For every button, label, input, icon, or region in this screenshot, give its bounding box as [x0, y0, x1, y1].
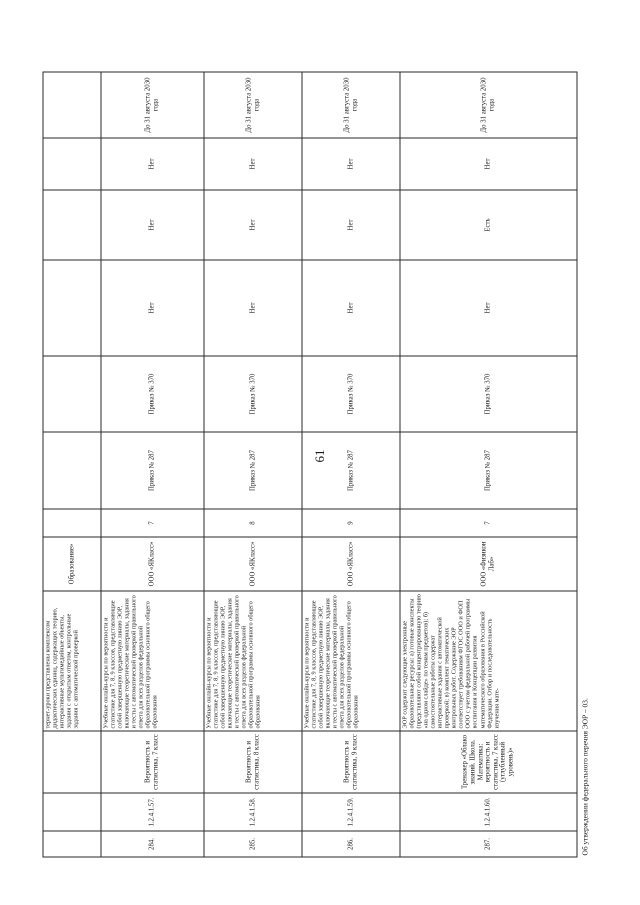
cell-term: До 31 августа 2030 года: [101, 72, 204, 138]
cell-number: 284.: [101, 831, 204, 857]
cell-subject: [43, 731, 101, 793]
cell-term: До 31 августа 2030 года: [400, 72, 577, 138]
cell-grade: 7: [101, 509, 204, 537]
cell-code: [43, 793, 101, 831]
cell-code: 1.2.4.1.58.: [204, 793, 302, 831]
cell-grade: 8: [204, 509, 302, 537]
cell-order-2: Приказ № 370: [101, 356, 204, 432]
cell-order-2: [43, 356, 101, 432]
page-number: 61: [312, 449, 327, 463]
cell-description: ЭОР содержит следующие электронные образовательные ресурсы: а) готовые конспекты (представляют собой концентрированную теорию «на одном слайде» по темам предметов); б) самостоятельные работы содержат интерактивные задания с автоматической проверкой; в) комплект тематических контрольных работ. Содержание ЭОР соответствует требованиям ФГОС ООО и ФОП ООО с учетом федеральной рабочей программы воспитания и Концепции развития математического образования в Российской Федерации. Отбор и последовательность изучения мате-: [400, 591, 577, 731]
footnote: Об утверждении федерального перечня ЭОР – 03.: [580, 698, 590, 856]
cell-number: 287.: [400, 831, 577, 857]
cell-code: 1.2.4.1.60.: [400, 793, 577, 831]
cell-order-1: Приказ № 287: [204, 432, 302, 509]
cell-flag-1: Нет: [302, 260, 400, 356]
table-row: [43, 72, 101, 857]
cell-flag-2: Нет: [101, 190, 204, 260]
cell-description: Учебные онлайн-курсы по вероятности и статистике для 7, 8, 9 классов, представляющие собой завершенную предметную линию ЭОР, включающие теоретические материалы, задания и тесты с автоматической проверкой правильного ответа для всех разделов федеральной образовательной программы основного общего образования: [101, 591, 204, 731]
cell-flag-2: Нет: [302, 190, 400, 260]
cell-flag-3: Нет: [400, 138, 577, 190]
cell-flag-2: [43, 190, 101, 260]
cell-organization: ООО «ЯКласс»: [204, 537, 302, 591]
cell-organization: ООО «ЯКласс»: [302, 537, 400, 591]
cell-term: До 31 августа 2030 года: [302, 72, 400, 138]
cell-code: 1.2.4.1.57.: [101, 793, 204, 831]
cell-flag-3: Нет: [302, 138, 400, 190]
cell-order-2: Приказ № 370: [204, 356, 302, 432]
cell-flag-2: Есть: [400, 190, 577, 260]
cell-flag-3: Нет: [101, 138, 204, 190]
eor-register-table: [43, 72, 578, 858]
cell-organization: Образование»: [43, 537, 101, 591]
cell-subject: Вероятность и статистика, 8 класс: [204, 731, 302, 793]
cell-grade: [43, 509, 101, 537]
cell-flag-1: Нет: [400, 260, 577, 356]
cell-subject: Тренажер «Облако знаний. Школа. Математика: вероятность и статистика, 7 класс (углубленный уровень)»: [400, 731, 577, 793]
cell-number: 286.: [302, 831, 400, 857]
cell-subject: Вероятность и статистика, 9 класс: [302, 731, 400, 793]
cell-term: До 31 августа 2030 года: [204, 72, 302, 138]
cell-order-2: Приказ № 370: [400, 356, 577, 432]
rotated-table-sheet: [43, 73, 598, 858]
table-row: [302, 72, 400, 857]
cell-flag-1: [43, 260, 101, 356]
cell-grade: 7: [400, 509, 577, 537]
cell-flag-3: Нет: [204, 138, 302, 190]
cell-flag-1: Нет: [101, 260, 204, 356]
table-row: [400, 72, 577, 857]
cell-order-1: Приказ № 287: [400, 432, 577, 509]
cell-description: тернет-уроки представлены комплексом дидактических единиц, содержащих теорию, интерактивные мультимедийные объекты, задания с открытым ответом, контрольные задания с автоматической проверкой: [43, 591, 101, 731]
cell-code: 1.2.4.1.59.: [302, 793, 400, 831]
cell-flag-2: Нет: [204, 190, 302, 260]
cell-number: 285.: [204, 831, 302, 857]
table-body: [43, 72, 577, 857]
cell-term: [43, 72, 101, 138]
cell-grade: 9: [302, 509, 400, 537]
cell-order-2: Приказ № 370: [302, 356, 400, 432]
cell-number: [43, 831, 101, 857]
table-row: [204, 72, 302, 857]
cell-order-1: Приказ № 287: [101, 432, 204, 509]
cell-flag-3: [43, 138, 101, 190]
cell-description: Учебные онлайн-курсы по вероятности и статистике для 7, 8, 9 классов, представляющие собой завершенную предметную линию ЭОР, включающие теоретические материалы, задания и тесты с автоматической проверкой правильного ответа для всех разделов федеральной образовательной программы основного общего образования: [302, 591, 400, 731]
cell-subject: Вероятность и статистика, 7 класс: [101, 731, 204, 793]
cell-description: Учебные онлайн-курсы по вероятности и статистике для 7, 8, 9 классов, представляющие собой завершенную предметную линию ЭОР, включающие теоретические материалы, задания и тесты с автоматической проверкой правильного ответа для всех разделов федеральной образовательной программы основного общего образования: [204, 591, 302, 731]
cell-order-1: [43, 432, 101, 509]
cell-order-1: Приказ № 287: [302, 432, 400, 509]
cell-organization: ООО «ЯКласс»: [101, 537, 204, 591]
table-row: [101, 72, 204, 857]
cell-organization: ООО «Физикон Лаб»: [400, 537, 577, 591]
cell-flag-1: Нет: [204, 260, 302, 356]
